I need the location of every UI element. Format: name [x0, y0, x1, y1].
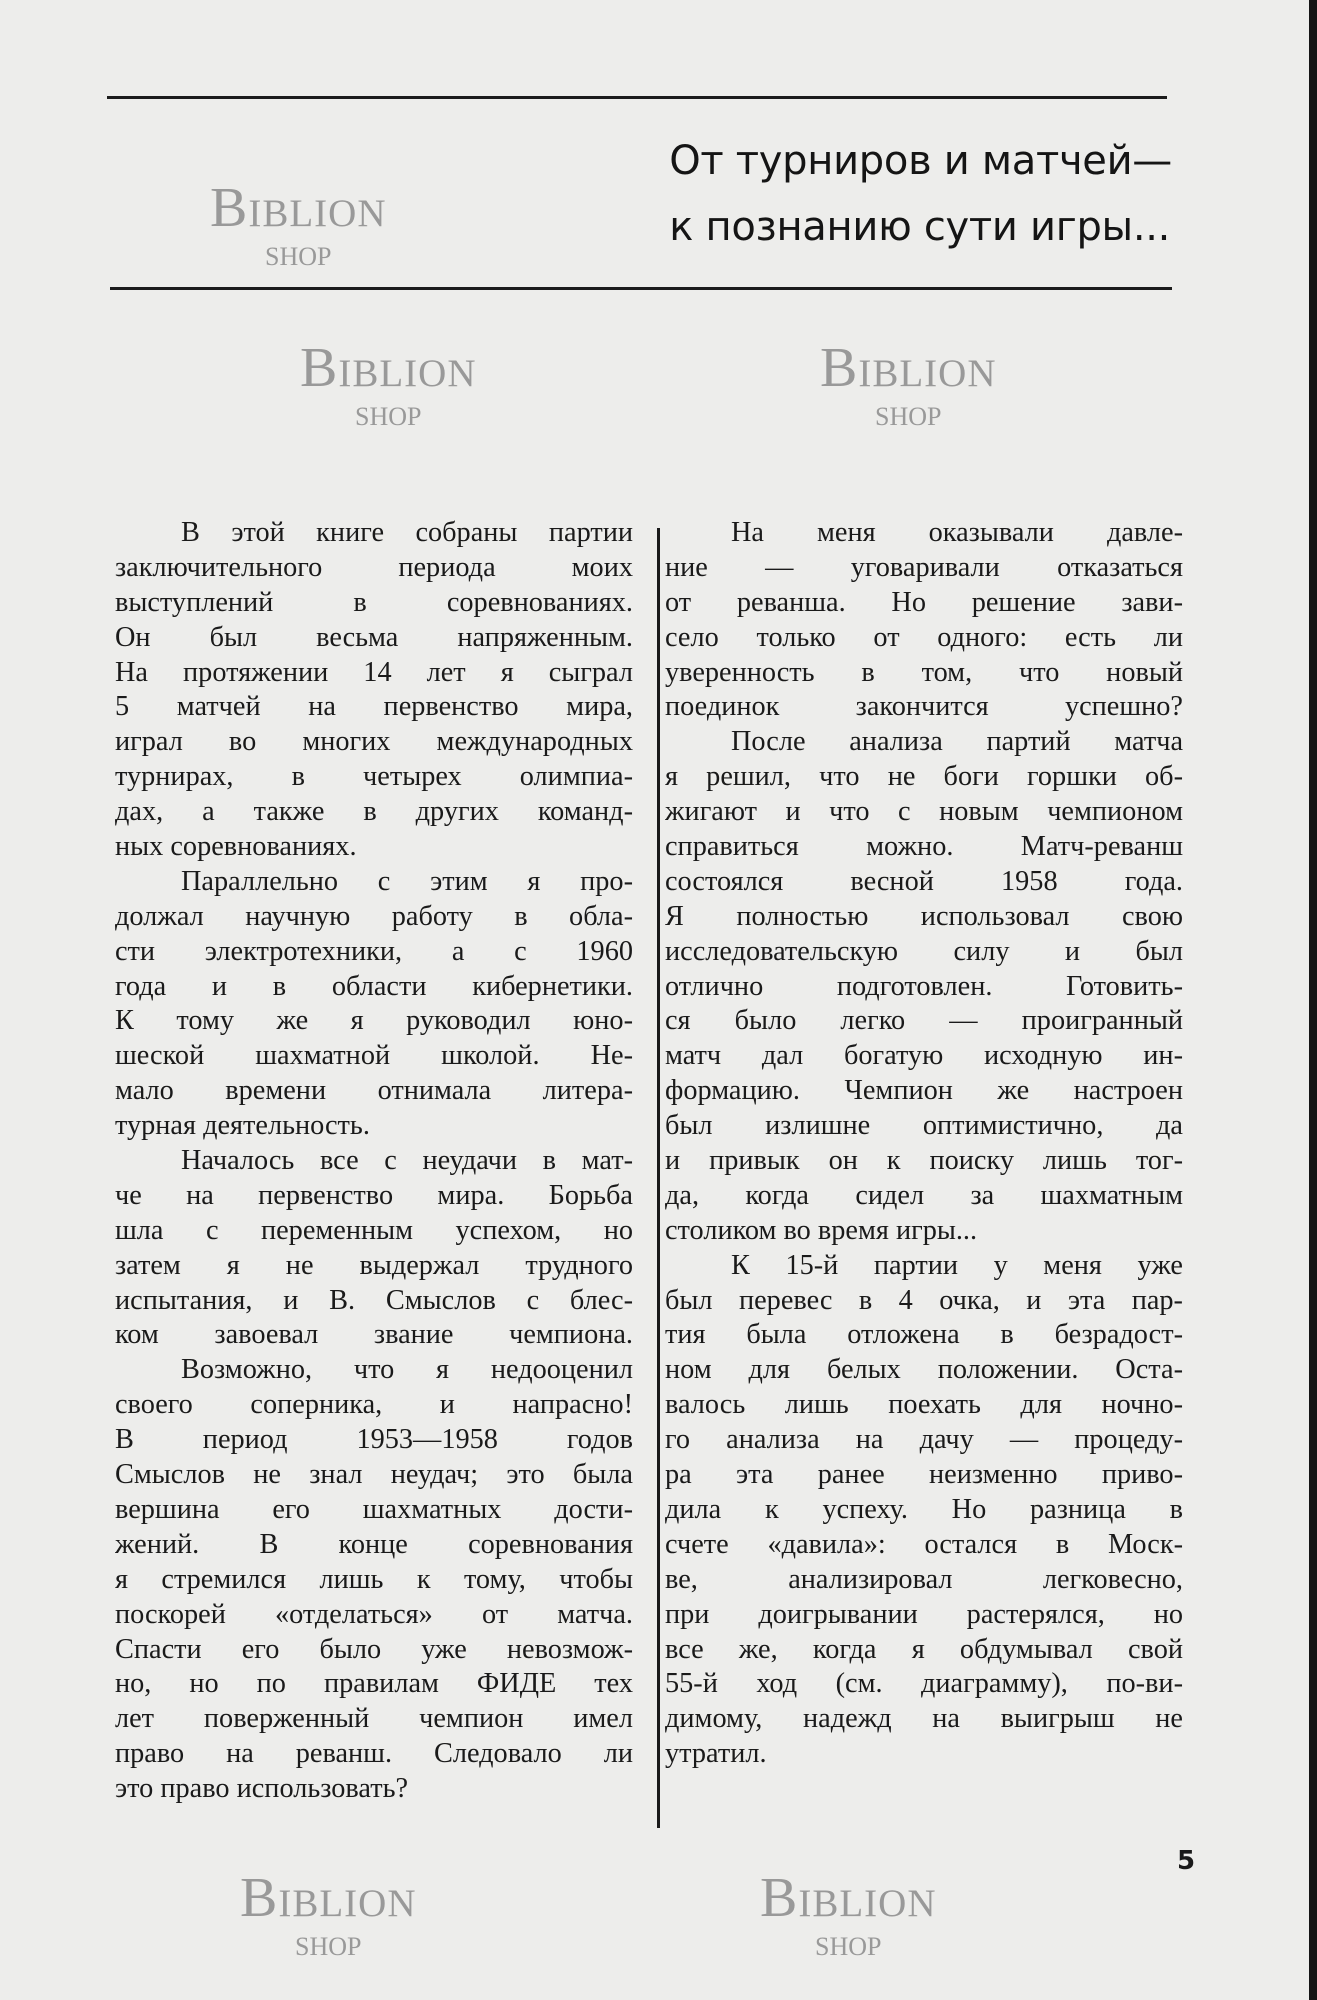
text-line: вершина его шахматных дости- — [115, 1493, 633, 1525]
text-line: формацию. Чемпион же настроен — [665, 1075, 1183, 1107]
text-line: го анализа на дачу — процеду- — [665, 1424, 1183, 1456]
text-line: и привык он к поиску лишь тог- — [665, 1145, 1183, 1177]
text-line: лет поверженный чемпион имел — [115, 1703, 633, 1735]
text-line: поединок закончится успешно? — [665, 691, 1183, 723]
text-column-right — [665, 516, 1183, 1772]
text-line: че на первенство мира. Борьба — [115, 1179, 633, 1211]
text-line: Параллельно с этим я про- — [181, 865, 633, 897]
text-line: На протяжении 14 лет я сыграл — [115, 656, 633, 688]
column-divider — [657, 528, 660, 1828]
text-line: 5 матчей на первенство мира, — [115, 691, 633, 723]
text-line: ние — уговаривали отказаться — [665, 551, 1183, 583]
text-line: я решил, что не боги горшки об- — [665, 761, 1183, 793]
text-line: был перевес в 4 очка, и эта пар- — [665, 1284, 1183, 1316]
text-line: дах, а также в других команд- — [115, 796, 633, 828]
text-line: утратил. — [665, 1738, 767, 1770]
text-line: от реванша. Но решение зави- — [665, 586, 1183, 618]
text-line: димому, надежд на выигрыш не — [665, 1703, 1183, 1735]
header-rule-bottom — [110, 287, 1172, 290]
watermark — [240, 1867, 417, 1962]
text-line: был излишне оптимистично, да — [665, 1110, 1183, 1142]
text-line: затем я не выдержал трудного — [115, 1249, 633, 1281]
text-line: должал научную работу в обла- — [115, 900, 633, 932]
text-line: года и в области кибернетики. — [115, 970, 633, 1002]
text-line: Спасти его было уже невозмож- — [115, 1633, 633, 1665]
text-line: поскорей «отделаться» от матча. — [115, 1598, 633, 1630]
watermark-sub: SHOP — [875, 402, 942, 431]
text-line: справиться можно. Матч-реванш — [665, 831, 1183, 863]
watermark-brand: Biblion — [300, 337, 477, 399]
page-number: 5 — [1177, 1846, 1196, 1876]
text-line: В этой книге собраны партии — [181, 517, 633, 548]
text-line: заключительного периода моих — [115, 551, 633, 583]
text-line: Смыслов не знал неудач; это была — [115, 1459, 633, 1491]
text-line: турнирах, в четырех олимпиа- — [115, 761, 633, 793]
text-line: 55-й ход (см. диаграмму), по-ви- — [665, 1668, 1183, 1700]
text-line: Он был весьма напряженным. — [115, 621, 633, 653]
watermark-brand: Biblion — [820, 337, 997, 399]
text-line: счете «давила»: остался в Моск- — [665, 1528, 1183, 1560]
text-line: но, но по правилам ФИДЕ тех — [115, 1668, 633, 1700]
watermark-sub: SHOP — [355, 402, 422, 431]
text-line: село только от одного: есть ли — [665, 621, 1183, 653]
text-line: я стремился лишь к тому, чтобы — [115, 1563, 633, 1595]
text-line: К 15-й партии у меня уже — [731, 1249, 1183, 1281]
text-line: сти электротехники, а с 1960 — [115, 935, 633, 967]
text-line: тия была отложена в безрадост- — [665, 1319, 1183, 1351]
watermark-sub: SHOP — [815, 1932, 882, 1961]
text-line: матч дал богатую исходную ин- — [665, 1040, 1183, 1072]
watermark-brand: Biblion — [240, 1867, 417, 1929]
watermark-brand: Biblion — [210, 177, 387, 239]
watermark — [820, 337, 997, 432]
text-line: столиком во время игры... — [665, 1214, 978, 1246]
text-line: ся было легко — проигранный — [665, 1005, 1183, 1037]
text-line: Возможно, что я недооценил — [181, 1354, 633, 1386]
text-line: при доигрывании растерялся, но — [665, 1598, 1183, 1630]
text-column-left — [115, 516, 633, 1807]
chapter-title — [669, 128, 1172, 260]
page-edge-shadow — [1309, 0, 1317, 2000]
text-line: исследовательскую силу и был — [665, 935, 1183, 967]
text-line: выступлений в соревнованиях. — [115, 586, 633, 618]
text-line: испытания, и В. Смыслов с блес- — [115, 1284, 633, 1316]
text-line: Я полностью использовал свою — [665, 900, 1183, 932]
chapter-title-line-1: От турниров и матчей— — [669, 138, 1172, 184]
text-line: Началось все с неудачи в мат- — [181, 1145, 633, 1177]
text-line: жигают и что с новым чемпионом — [665, 796, 1183, 828]
text-line: состоялся весной 1958 года. — [665, 865, 1183, 897]
text-line: жений. В конце соревнования — [115, 1528, 633, 1560]
watermark-sub: SHOP — [265, 242, 332, 271]
text-line: ных соревнованиях. — [115, 831, 357, 863]
text-line: играл во многих международных — [115, 726, 633, 758]
text-line: своего соперника, и напрасно! — [115, 1389, 633, 1421]
chapter-title-line-2: к познанию сути игры... — [669, 204, 1171, 250]
text-line: шла с переменным успехом, но — [115, 1214, 633, 1246]
text-line: отлично подготовлен. Готовить- — [665, 970, 1183, 1002]
text-line: мало времени отнимала литера- — [115, 1075, 633, 1107]
text-line: ком завоевал звание чемпиона. — [115, 1319, 633, 1351]
text-line: это право использовать? — [115, 1773, 409, 1805]
text-line: ра эта ранее неизменно приво- — [665, 1459, 1183, 1491]
text-line: ве, анализировал легковесно, — [665, 1563, 1183, 1595]
text-line: все же, когда я обдумывал свой — [665, 1633, 1183, 1665]
text-line: валось лишь поехать для ночно- — [665, 1389, 1183, 1421]
text-line: ном для белых положении. Оста- — [665, 1354, 1183, 1386]
text-line: На меня оказывали давле- — [731, 517, 1183, 548]
header-rule-top — [107, 96, 1167, 99]
text-line: После анализа партий матча — [731, 726, 1183, 758]
watermark — [760, 1867, 937, 1962]
text-line: уверенность в том, что новый — [665, 656, 1183, 688]
text-line: дила к успеху. Но разница в — [665, 1493, 1183, 1525]
text-line: шеской шахматной школой. Не- — [115, 1040, 633, 1072]
text-line: турная деятельность. — [115, 1110, 370, 1142]
text-line: право на реванш. Следовало ли — [115, 1738, 633, 1770]
text-line: В период 1953—1958 годов — [115, 1424, 633, 1456]
text-line: К тому же я руководил юно- — [115, 1005, 633, 1037]
watermark-sub: SHOP — [295, 1932, 362, 1961]
watermark — [210, 177, 387, 272]
text-line: да, когда сидел за шахматным — [665, 1179, 1183, 1211]
watermark — [300, 337, 477, 432]
watermark-brand: Biblion — [760, 1867, 937, 1929]
